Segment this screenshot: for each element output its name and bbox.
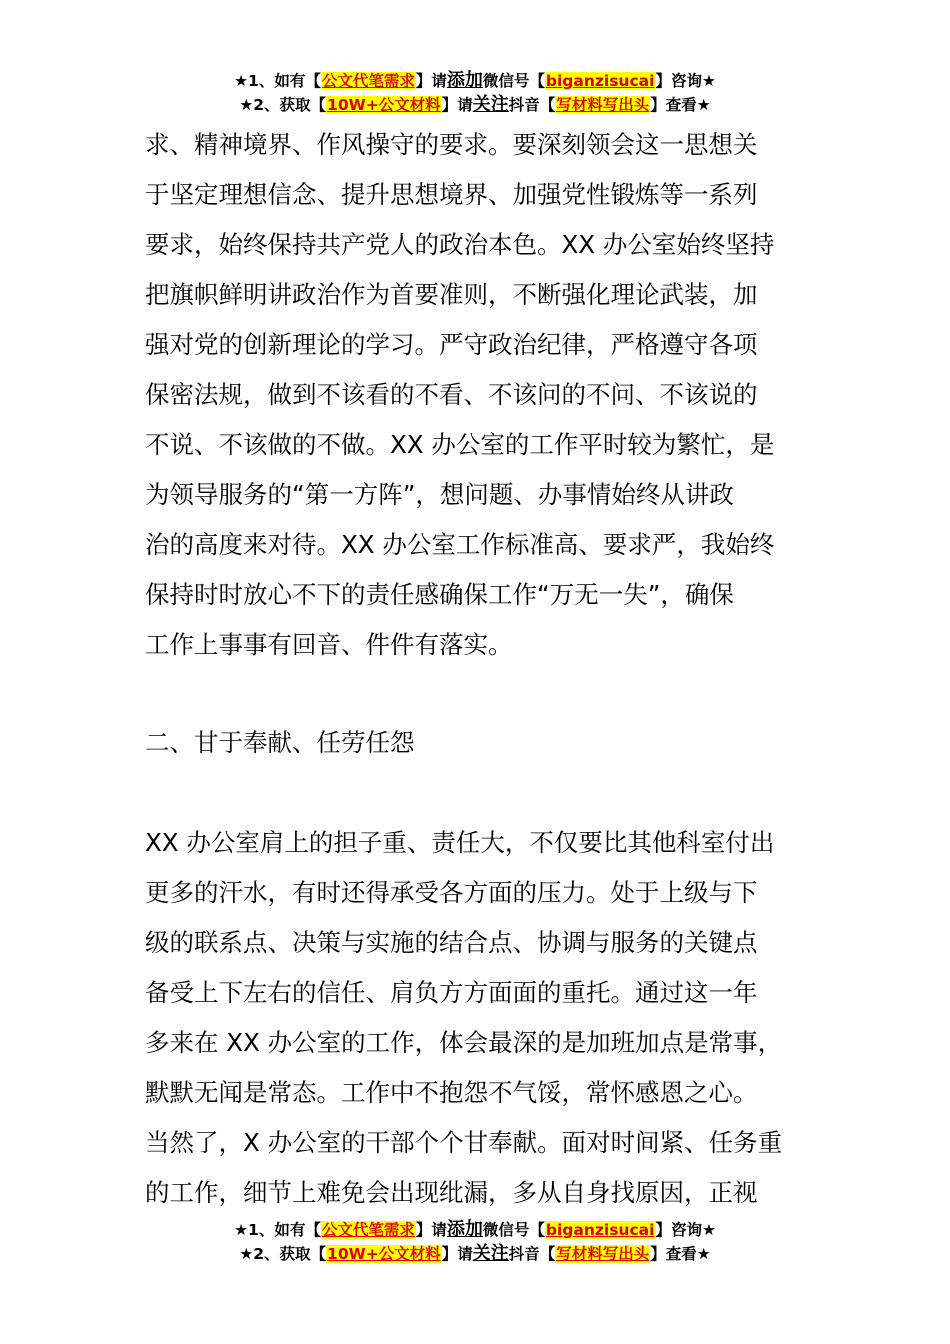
- promo-text: 】请: [441, 96, 473, 114]
- promo-underlined: 添加: [446, 1219, 483, 1240]
- text-line: 强对党的创新理论的学习。严守政治纪律，严格遵守各项: [145, 330, 758, 359]
- promo-text: ★1、如有【: [234, 1221, 321, 1239]
- text-line: XX 办公室肩上的担子重、责任大，不仅要比其他科室付出: [145, 828, 775, 857]
- promo-text: 微信号【: [482, 72, 545, 90]
- promo-text: ★2、获取【: [239, 96, 327, 114]
- promo-underlined: 添加: [446, 70, 483, 91]
- promo-underlined: 关注: [472, 1243, 509, 1264]
- text-line: 为领导服务的“第一方阵”，想问题、办事情始终从讲政: [145, 480, 734, 509]
- promo-text: ★2、获取【: [239, 1245, 327, 1263]
- text-line: 不说、不该做的不做。XX 办公室的工作平时较为繁忙，是: [145, 430, 775, 459]
- promo-footer-line-1: [0, 1218, 950, 1242]
- text-line: 当然了，X 办公室的干部个个甘奉献。面对时间紧、任务重: [145, 1128, 783, 1157]
- promo-highlight: 公文代笔需求: [321, 72, 415, 90]
- promo-text: 抖音【: [508, 1245, 556, 1263]
- promo-highlight: 10W+公文材料: [327, 96, 441, 114]
- promo-text: 】咨询★: [655, 1221, 716, 1239]
- text-line: 的工作，细节上难免会出现纰漏，多从自身找原因，正视: [145, 1178, 758, 1207]
- promo-text: 】查看★: [650, 96, 711, 114]
- promo-highlight: 公文代笔需求: [321, 1221, 415, 1239]
- text-line: 工作上事事有回音、件件有落实。: [145, 630, 513, 659]
- promo-underlined: 关注: [472, 94, 509, 115]
- promo-line-2: [0, 93, 950, 117]
- promo-text: 】请: [415, 72, 447, 90]
- promo-highlight: 写材料写出头: [556, 1245, 650, 1263]
- promo-footer-line-2: [0, 1242, 950, 1266]
- text-line: 求、精神境界、作风操守的要求。要深刻领会这一思想关: [145, 130, 758, 159]
- promo-highlight: 10W+公文材料: [327, 1245, 441, 1263]
- promo-text: ★1、如有【: [234, 72, 321, 90]
- promo-text: 微信号【: [482, 1221, 545, 1239]
- text-line: 更多的汗水，有时还得承受各方面的压力。处于上级与下: [145, 878, 758, 907]
- text-line: 保密法规，做到不该看的不看、不该问的不问、不该说的: [145, 380, 758, 409]
- text-line: 备受上下左右的信任、肩负方方面面的重托。通过这一年: [145, 978, 758, 1007]
- text-line: 把旗帜鲜明讲政治作为首要准则，不断强化理论武装，加: [145, 280, 758, 309]
- promo-highlight: biganzisucai: [545, 1221, 655, 1239]
- text-line: 默默无闻是常态。工作中不抱怨不气馁，常怀感恩之心。: [145, 1078, 758, 1107]
- text-line: 多来在 XX 办公室的工作，体会最深的是加班加点是常事，: [145, 1028, 783, 1057]
- text-line: 治的高度来对待。XX 办公室工作标准高、要求严，我始终: [145, 530, 775, 559]
- text-line: 于坚定理想信念、提升思想境界、加强党性锻炼等一系列: [145, 180, 758, 209]
- promo-line-1: [0, 69, 950, 93]
- text-line: 级的联系点、决策与实施的结合点、协调与服务的关键点: [145, 928, 758, 957]
- text-line: 要求，始终保持共产党人的政治本色。XX 办公室始终坚持: [145, 230, 775, 259]
- promo-text: 】请: [415, 1221, 447, 1239]
- promo-highlight: biganzisucai: [545, 72, 655, 90]
- text-line: 保持时时放心不下的责任感确保工作“万无一失”，确保: [145, 580, 734, 609]
- section-heading: 二、甘于奉献、任劳任怨: [145, 728, 415, 757]
- promo-text: 】咨询★: [655, 72, 716, 90]
- promo-highlight: 写材料写出头: [556, 96, 650, 114]
- promo-text: 抖音【: [508, 96, 556, 114]
- promo-text: 】请: [441, 1245, 473, 1263]
- promo-text: 】查看★: [650, 1245, 711, 1263]
